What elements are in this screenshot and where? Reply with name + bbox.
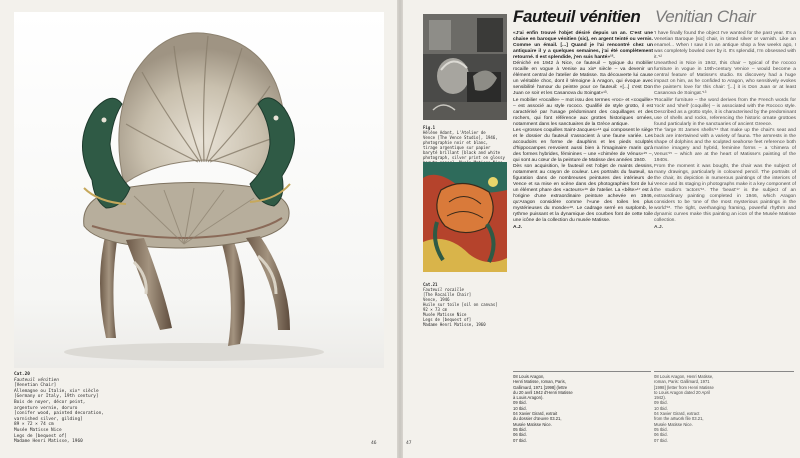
caption-line: 89 × 72 × 74 cm [14, 422, 54, 428]
caption-line: Hélène Adant, L'Atelier de [423, 130, 486, 135]
caption-line: Madame Henri Matisse, 1960 [423, 322, 486, 327]
caption-line: Huile sur toile [oil on canvas] [423, 302, 498, 307]
caption-line: Vence, 1946 [423, 297, 450, 302]
note-line: from the artwork file 03.21, [654, 416, 704, 422]
caption-line: photograph, silver print on glossy [423, 155, 505, 160]
figure-1-caption [423, 125, 511, 165]
caption-line: varnished silver, gilding] [14, 416, 83, 422]
venetian-chair-image [14, 12, 384, 368]
paragraph: «J'ai enfin trouvé l'objet désiré depuis un an. C'est une chaise en baroque vénitien (sic), en argent teinté ou vernis. Comme un émail. [...] Quand je l'ai rencontré chez un antiquaire il y a quelques semaines, j'ai été complètement retourné. Il est splendide, j'en suis hanté»¹². [513, 31, 653, 61]
note-line: 07 Ibid. [654, 437, 668, 443]
catalogue-21-caption [423, 282, 511, 327]
paragraph: 'Rocaille' furniture – the word derives from the French words for 'rock' and 'shell' (coquille) – is associated with the Rococo style. Described as a grotto style, it is characterised by the predominant use of shells and rocks, referencing the historic ornate grottoes found particularly in the sanctuaries of ancient Greece. [654, 97, 796, 127]
note-line: Gallimard, 1971 [1998] (lettre [513, 384, 568, 390]
catalogue-number: Cat.20 [14, 372, 30, 377]
body-text-french [513, 31, 653, 231]
caption-line: baryté brillant [black and white [423, 150, 501, 155]
endnotes-french [513, 374, 651, 443]
note-line: 10 Ibid. [513, 405, 527, 411]
painting-image [423, 162, 507, 272]
note-line: 1942). [654, 395, 666, 401]
note-line: to Louis Aragon dated 20 April [654, 389, 710, 395]
caption-line: [Germany or Italy, 19th century] [14, 394, 99, 400]
author-initials: A.J. [654, 224, 663, 230]
note-line: Musée Matisse Nice. [654, 421, 693, 427]
note-line: 10 Ibid. [654, 405, 668, 411]
caption-line: Musée Matisse Nice [14, 427, 62, 433]
caption-line: tirage argentique sur papier [423, 145, 491, 150]
caption-line: Musée Matisse Nice [423, 312, 467, 317]
note-line: du 20 avril 1942 d'Henri Matisse [513, 389, 573, 395]
studio-photograph [423, 14, 507, 120]
caption-line: argenture vernie, doruro [14, 405, 78, 411]
note-line: roman, Paris: Gallimard, 1971 [654, 379, 710, 385]
notes-divider [654, 371, 794, 372]
paragraph: The 'large St James shells'¹⁴ that make up the chair's seat and back are intertwined with a variety of fauna. The armrests in the shape of dolphins and the sculpted seahorse feet reference both marine imagery and hybrid, feminine forms – a 'chimera of Venus'¹⁵ – which are at the heart of Matisse's painting of the 1940s. [654, 127, 796, 163]
title-french: Fauteuil vénitien [513, 7, 641, 26]
caption-line: Legs de [bequest of] [14, 433, 67, 439]
note-line: 05 Ibid. [654, 426, 668, 432]
notes-divider [513, 371, 651, 372]
folio-right: 47 [406, 441, 412, 446]
studio-photo-image [423, 14, 507, 120]
author-initials: A.J. [513, 224, 522, 230]
caption-line: Fauteuil vénitien [14, 377, 59, 383]
note-line: 04 Xavier Girard, extract [654, 411, 700, 417]
rocaille-chair-painting [423, 162, 507, 272]
body-text-english [654, 31, 796, 231]
note-line: 09 Ibid. [654, 400, 668, 406]
note-line: [1998] (letter from Henri Matisse [654, 384, 714, 390]
note-line: 09 Ibid. [513, 400, 527, 406]
caption-line: [Venetian Chair] [14, 383, 57, 389]
caption-line: [conifer wood, painted decoration, [14, 411, 104, 417]
paragraph: Déniché en 1942 à Nice, ce fauteuil – typique du mobilier rocaille en vogue à Venise au xixᵉ siècle – va devenir un élément central de l'atelier de Matisse. Sa découverte lui cause un véritable choc, dont il témoigne à Aragon, qui évoque avec sensibilité l'amour du peintre pour ce fauteuil: «[...] c'est Don Juan ce soir et les Casanova du Soingat»¹³. [513, 61, 653, 97]
catalogue-caption [14, 372, 124, 445]
paragraph: Unearthed in Nice in 1942, this chair – typical of the rococo furniture in vogue in 19th-century Venice – would become a central feature of Matisse's studio. Its discovery had a huge impact on him, as he confided to Aragon, who sensitively evokes the painter's love for this chair: '[...] it is Don Juan or at least Casanova de Soingat.'¹³ [654, 61, 796, 97]
paragraph: Les «grosses coquilles Saint-Jacques»¹⁴ qui composent le siège et le dossier du fauteuil s'associent à une faune variée. Les accoudoirs en forme de dauphins et les pieds sculptés d'hippocampes renvoient aussi bien à l'imaginaire marin qu'à des formes hybrides, féminines – une «chimère de Vénus»¹⁵ –, qui sont au cœur de la peinture de Matisse des années 1940. [513, 127, 653, 163]
caption-line: Fauteuil rocaille [423, 287, 464, 292]
paragraph: 'I have finally found the object I've wanted for the past year. It's a Venetian Baroque [sic] chair, in tinted silver or varnish. Like an enamel... When I saw it in an antique shop a few weeks ago, I was completely bowled over by it. It's splendid, I'm obsessed with it.'¹² [654, 31, 796, 61]
note-line: à Louis Aragon). [513, 395, 544, 401]
note-line: Musée Matisse Nice. [513, 421, 552, 427]
caption-line: Legs de [bequest of] [423, 317, 472, 322]
note-line: 07 Ibid. [513, 437, 527, 443]
caption-line: [The Rocaille Chair] [423, 292, 472, 297]
figure-number: Fig.1 [423, 125, 436, 130]
endnotes-english [654, 374, 794, 443]
folio-left: 46 [371, 441, 377, 446]
note-line: 08 Louis Aragon, [513, 374, 545, 379]
note-line: 04 Xavier Girard, extrait [513, 411, 558, 417]
note-line: 08 Louis Aragon, Henri Matisse, [654, 374, 714, 379]
paragraph: Dès son acquisition, le fauteuil est l'objet de maints dessins, notamment au crayon de couleur. Les portraits du fauteuil, sa figuration dans de nombreuses peintures des intérieurs de Vence et sa mise en scène dans des photographies font de lui un élément phare des «acteurs»¹⁶ de l'atelier. La «bête»¹⁷ est à l'origine d'une extraordinaire peinture achevée en 1946, qu'Aragon considère comme l'«une des toiles les plus mystérieuses du monde»¹⁸. Le cadrage serré en surplomb, le rythme puissant et la dynamique des courbes font de cette toile une icône de la collection du musée Matisse. [513, 164, 653, 224]
caption-line: Allemagne ou Italie, xixᵉ siècle [14, 388, 99, 394]
caption-line: Bois de noyer, décor peint, [14, 399, 86, 405]
left-page [0, 0, 397, 458]
paragraph: Le mobilier «rocaille» – mot issu des termes «roc» et «coquille» – est associé au style rococo. Qualifié de style grotto, il est caractérisé par l'usage prédominant des coquillages et des rochers, qui font référence aux grottes historiques ornées, notamment dans les sanctuaires de la Grèce antique. [513, 97, 653, 127]
caption-line: 92 × 73 cm [423, 307, 448, 312]
paragraph: From the moment it was bought, the chair was the subject of many drawings, particularly in coloured pencil. The portraits of the chair, its depiction in numerous paintings of the interiors of Vence and its staging in photographs make it a key component of the studio's 'actors'¹⁶. The 'beast'¹⁷ is the subject of an extraordinary painting completed in 1946, which Aragon considers to be 'one of the most mysterious paintings in the world'¹⁸. The tight, overhanging framing, powerful rhythm and dynamic curves make this painting an icon of the Musée Matisse collection. [654, 164, 796, 224]
note-line: 06 Ibid. [654, 432, 668, 438]
title-english: Venitian Chair [655, 7, 756, 26]
note-line: 06 Ibid. [513, 432, 527, 438]
caption-line: photographie noir et blanc, [423, 140, 489, 145]
caption-line: Vence [The Vence Studio], 1946, [423, 135, 498, 140]
catalogue-number: Cat.21 [423, 282, 438, 287]
chair-photograph [14, 12, 384, 368]
note-line: 05 Ibid. [513, 426, 527, 432]
note-line: Henri Matisse, roman, Paris, [513, 379, 566, 385]
caption-line: Madame Henri Matisse, 1960 [14, 439, 83, 445]
note-line: du dossier d'œuvre 03.21, [513, 416, 562, 422]
